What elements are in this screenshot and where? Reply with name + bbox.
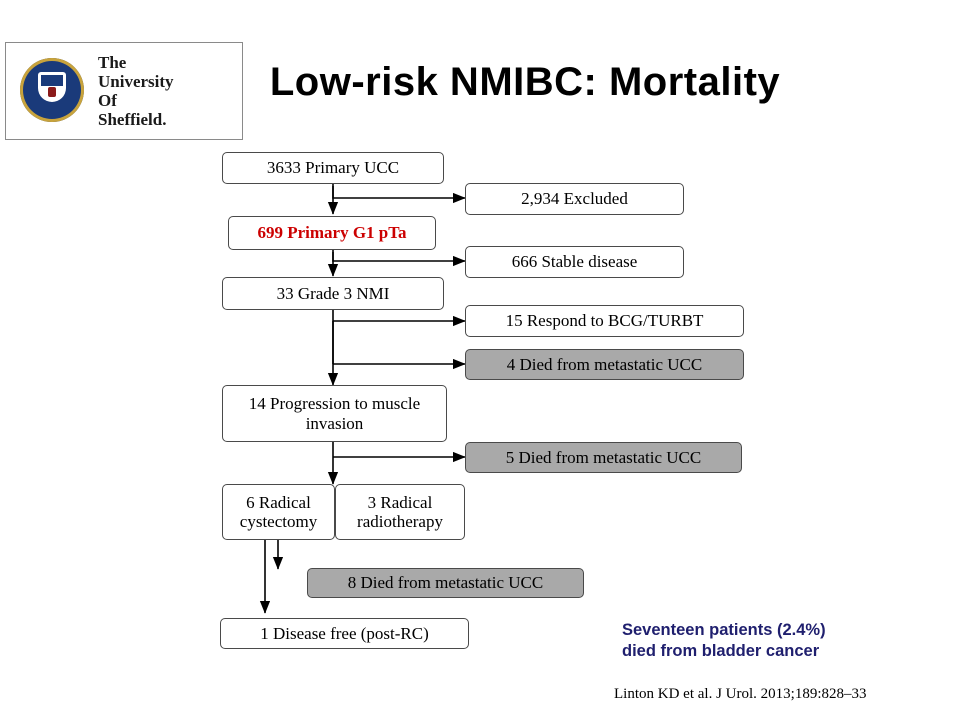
node-primary-g1-pta[interactable]: 699 Primary G1 pTa xyxy=(228,216,436,250)
logo-line-3: Of xyxy=(98,91,117,110)
node-died-metastatic-8[interactable]: 8 Died from metastatic UCC xyxy=(307,568,584,598)
node-radical-radiotherapy[interactable]: 3 Radical radiotherapy xyxy=(335,484,465,540)
node-excluded[interactable]: 2,934 Excluded xyxy=(465,183,684,215)
node-primary-ucc[interactable]: 3633 Primary UCC xyxy=(222,152,444,184)
logo-line-4: Sheffield. xyxy=(98,110,167,130)
citation: Linton KD et al. J Urol. 2013;189:828–33 xyxy=(614,686,867,702)
page-title: Low-risk NMIBC: Mortality xyxy=(269,60,781,104)
node-disease-free[interactable]: 1 Disease free (post-RC) xyxy=(220,618,469,649)
node-grade-3-nmi[interactable]: 33 Grade 3 NMI xyxy=(222,277,444,310)
summary-line-1: Seventeen patients (2.4%) xyxy=(622,621,826,639)
node-died-metastatic-4[interactable]: 4 Died from metastatic UCC xyxy=(465,349,744,380)
summary-note xyxy=(622,620,912,662)
summary-line-2: died from bladder cancer xyxy=(622,642,820,661)
logo-line-2: University xyxy=(98,71,174,91)
node-progression-muscle[interactable]: 14 Progression to muscle invasion xyxy=(222,385,447,442)
node-stable-disease[interactable]: 666 Stable disease xyxy=(465,246,684,278)
node-radical-cystectomy[interactable]: 6 Radical cystectomy xyxy=(222,484,335,540)
node-died-metastatic-5[interactable]: 5 Died from metastatic UCC xyxy=(465,442,742,473)
node-respond-bcg-turbt[interactable]: 15 Respond to BCG/TURBT xyxy=(465,305,744,337)
logo-line-1: The xyxy=(98,52,127,72)
